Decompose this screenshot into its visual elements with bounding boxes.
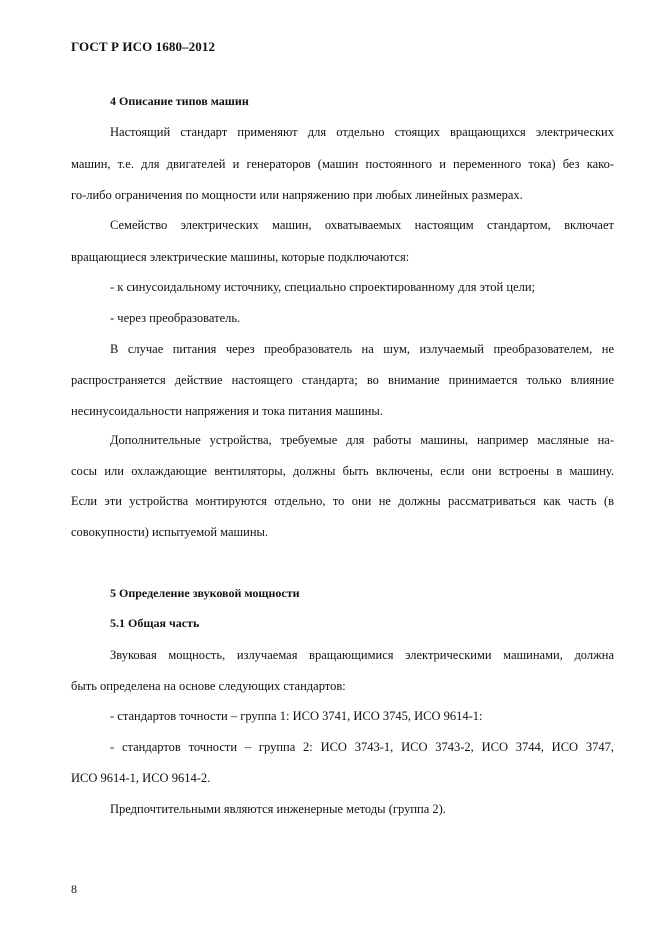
document-header: ГОСТ Р ИСО 1680–2012	[71, 39, 216, 54]
section-4-heading: 4 Описание типов машин	[110, 94, 249, 108]
paragraph-line: Предпочтительными являются инженерные методы (группа 2).	[110, 802, 446, 816]
paragraph-line: Дополнительные устройства, требуемые для работы машины, например масляные на-	[110, 433, 614, 447]
list-item-continuation: ИСО 9614-1, ИСО 9614-2.	[71, 771, 211, 785]
list-item: - через преобразователь.	[110, 311, 241, 325]
list-item: - к синусоидальному источнику, специально спроектированному для этой цели;	[110, 280, 535, 294]
paragraph-line: вращающиеся электрические машины, которые подключаются:	[71, 250, 410, 264]
section-5-heading: 5 Определение звуковой мощности	[110, 586, 300, 600]
paragraph-line: В случае питания через преобразователь на шум, излучаемый преобразователем, не	[110, 342, 614, 356]
list-item: - стандартов точности – группа 1: ИСО 3741, ИСО 3745, ИСО 9614-1:	[110, 709, 483, 723]
paragraph-line: совокупности) испытуемой машины.	[71, 525, 269, 539]
page-number: 8	[71, 882, 77, 896]
paragraph-line: несинусоидальности напряжения и тока питания машины.	[71, 404, 383, 418]
subsection-5-1-heading: 5.1 Общая часть	[110, 616, 200, 630]
paragraph-line: Звуковая мощность, излучаемая вращающимися электрическими машинами, должна	[110, 648, 614, 662]
paragraph-line: машин, т.е. для двигателей и генераторов (машин постоянного и переменного тока) без како-	[71, 157, 614, 171]
paragraph-line: быть определена на основе следующих стандартов:	[71, 679, 346, 693]
paragraph-line: Если эти устройства монтируются отдельно, то они не должны рассматриваться как часть (в	[71, 494, 614, 508]
paragraph-line: Настоящий стандарт применяют для отдельно стоящих вращающихся электрических	[110, 125, 614, 139]
list-item: - стандартов точности – группа 2: ИСО 3743-1, ИСО 3743-2, ИСО 3744, ИСО 3747,	[110, 740, 614, 754]
paragraph-line: Семейство электрических машин, охватываемых настоящим стандартом, включает	[110, 218, 614, 232]
paragraph-line: сосы или охлаждающие вентиляторы, должны быть включены, если они встроены в машину.	[71, 464, 614, 478]
paragraph-line: распространяется действие настоящего стандарта; во внимание принимается только влияние	[71, 373, 614, 387]
paragraph-line: го-либо ограничения по мощности или напряжению при любых линейных размерах.	[71, 188, 523, 202]
